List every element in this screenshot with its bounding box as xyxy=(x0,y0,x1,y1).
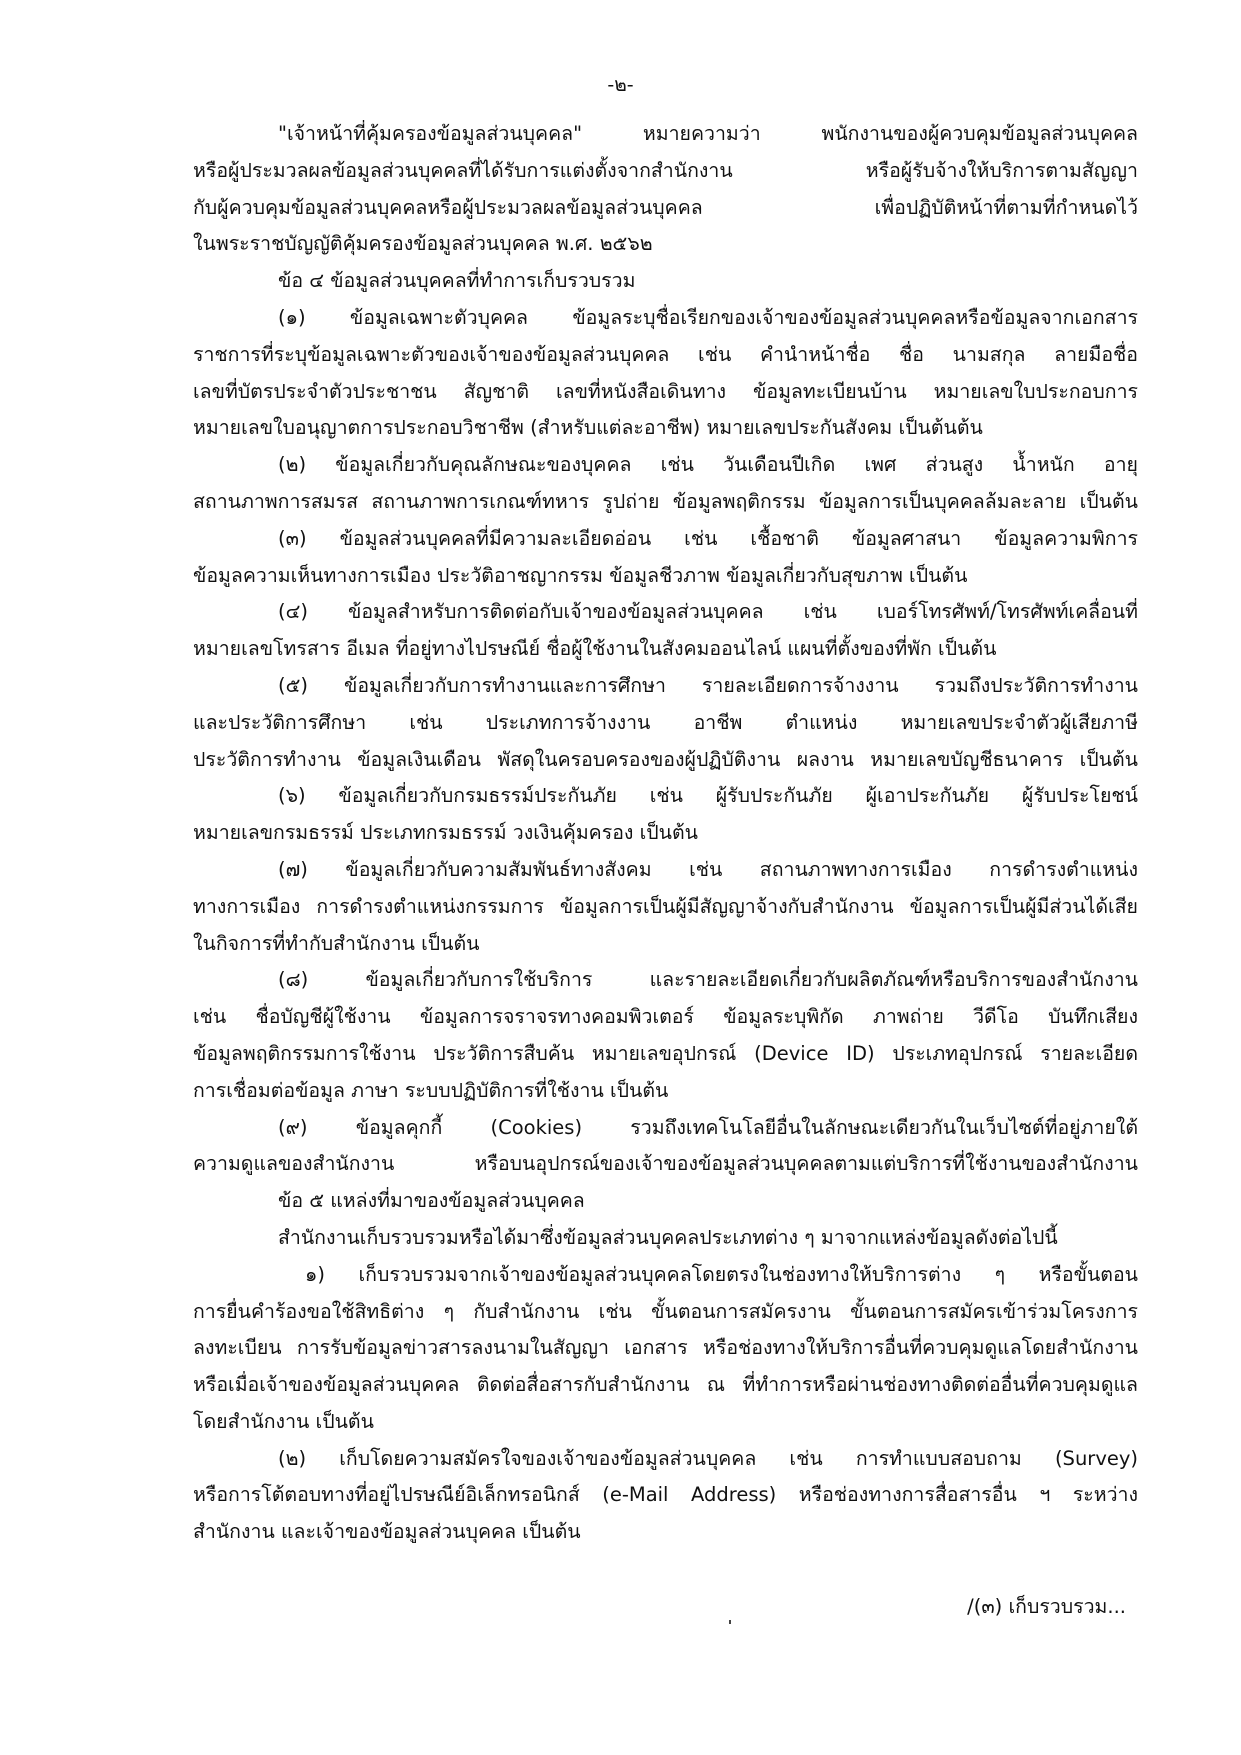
paragraph-line: เช่น ชื่อบัญชีผู้ใช้งาน ข้อมูลการจราจรทางคอมพิวเตอร์ ข้อมูลระบุพิกัด ภาพถ่าย วีดีโอ บันทึกเสียง xyxy=(193,1005,1138,1029)
paragraph-line: (๒) เก็บโดยความสมัครใจของเจ้าของข้อมูลส่วนบุคคล เช่น การทำแบบสอบถาม (Survey) xyxy=(278,1446,1138,1470)
paragraph-line: ข้อมูลความเห็นทางการเมือง ประวัติอาชญากรรม ข้อมูลชีวภาพ ข้อมูลเกี่ยวกับสุขภาพ เป็นต้น xyxy=(193,563,968,587)
paragraph-line: "เจ้าหน้าที่คุ้มครองข้อมูลส่วนบุคคล" หมายความว่า พนักงานของผู้ควบคุมข้อมูลส่วนบุคคล xyxy=(278,122,1138,145)
page-number: -๒- xyxy=(607,74,634,96)
paragraph-line: ความดูแลของสำนักงาน หรือบนอุปกรณ์ของเจ้าของข้อมูลส่วนบุคคลตามแต่บริการที่ใช้งานของสำนักงาน xyxy=(193,1152,1138,1176)
document-body xyxy=(193,116,1138,1551)
paragraph-line: และประวัติการศึกษา เช่น ประเภทการจ้างงาน อาชีพ ตำแหน่ง หมายเลขประจำตัวผู้เสียภาษี xyxy=(193,710,1138,734)
paragraph-line: หรือเมื่อเจ้าของข้อมูลส่วนบุคคล ติดต่อสื่อสารกับสำนักงาน ณ ที่ทำการหรือผ่านช่องทางติดต่ออื่นที่ควบคุมดูแล xyxy=(193,1373,1138,1397)
paragraph-line: ๑) เก็บรวบรวมจากเจ้าของข้อมูลส่วนบุคคลโดยตรงในช่องทางให้บริการต่าง ๆ หรือขั้นตอน xyxy=(305,1262,1138,1286)
paragraph-line: สถานภาพการสมรส สถานภาพการเกณฑ์ทหาร รูปถ่าย ข้อมูลพฤติกรรม ข้อมูลการเป็นบุคคลล้มละลาย เป็นต้น xyxy=(193,489,1138,513)
paragraph-line: สำนักงานเก็บรวบรวมหรือได้มาซึ่งข้อมูลส่วนบุคคลประเภทต่าง ๆ มาจากแหล่งข้อมูลดังต่อไปนี้ xyxy=(278,1225,1058,1249)
paragraph-line: (๔) ข้อมูลสำหรับการติดต่อกับเจ้าของข้อมูลส่วนบุคคล เช่น เบอร์โทรศัพท์/โทรศัพท์เคลื่อนที่ xyxy=(278,600,1138,624)
paragraph-line: การยื่นคำร้องขอใช้สิทธิต่าง ๆ กับสำนักงาน เช่น ขั้นตอนการสมัครงาน ขั้นตอนการสมัครเข้าร่วมโครงการ xyxy=(193,1299,1138,1323)
paragraph-line: หรือการโต้ตอบทางที่อยู่ไปรษณีย์อิเล็กทรอนิกส์ (e-Mail Address) หรือช่องทางการสื่อสารอื่น ฯ ระหว่าง xyxy=(193,1483,1138,1507)
paragraph-line: ข้อมูลพฤติกรรมการใช้งาน ประวัติการสืบค้น หมายเลขอุปกรณ์ (Device ID) ประเภทอุปกรณ์ รายละเอียด xyxy=(193,1041,1138,1065)
paragraph-line: หมายเลขโทรสาร อีเมล ที่อยู่ทางไปรษณีย์ ชื่อผู้ใช้งานในสังคมออนไลน์ แผนที่ตั้งของที่พัก เป็นต้น xyxy=(193,637,997,661)
paragraph-line: (๘) ข้อมูลเกี่ยวกับการใช้บริการ และรายละเอียดเกี่ยวกับผลิตภัณฑ์หรือบริการของสำนักงาน xyxy=(278,968,1138,992)
continuation-footer: /(๓) เก็บรวบรวม... xyxy=(967,1595,1126,1618)
paragraph-line: (๙) ข้อมูลคุกกี้ (Cookies) รวมถึงเทคโนโลยีอื่นในลักษณะเดียวกันในเว็บไซต์ที่อยู่ภายใต้ xyxy=(278,1115,1138,1139)
section-heading: ข้อ ๔ ข้อมูลส่วนบุคคลที่ทำการเก็บรวบรวม xyxy=(278,269,636,293)
paragraph-line: ในกิจการที่ทำกับสำนักงาน เป็นต้น xyxy=(193,931,480,955)
paragraph-line: (๓) ข้อมูลส่วนบุคคลที่มีความละเอียดอ่อน เช่น เชื้อชาติ ข้อมูลศาสนา ข้อมูลความพิการ xyxy=(278,526,1138,550)
scan-speck xyxy=(729,1620,731,1624)
paragraph-line: หมายเลขกรมธรรม์ ประเภทกรมธรรม์ วงเงินคุ้มครอง เป็นต้น xyxy=(193,821,699,845)
paragraph-line: ลงทะเบียน การรับข้อมูลข่าวสารลงนามในสัญญา เอกสาร หรือช่องทางให้บริการอื่นที่ควบคุมดูแลโดยสำนักงาน xyxy=(193,1336,1138,1360)
section-heading: ข้อ ๕ แหล่งที่มาของข้อมูลส่วนบุคคล xyxy=(278,1189,585,1213)
paragraph-line: ประวัติการทำงาน ข้อมูลเงินเดือน พัสดุในครอบครองของผู้ปฏิบัติงาน ผลงาน หมายเลขบัญชีธนาคาร เป็นต้น xyxy=(193,747,1138,771)
paragraph-line: โดยสำนักงาน เป็นต้น xyxy=(193,1409,374,1433)
paragraph-line: (๕) ข้อมูลเกี่ยวกับการทำงานและการศึกษา รายละเอียดการจ้างงาน รวมถึงประวัติการทำงาน xyxy=(278,673,1138,697)
paragraph-line: (๗) ข้อมูลเกี่ยวกับความสัมพันธ์ทางสังคม เช่น สถานภาพทางการเมือง การดำรงตำแหน่ง xyxy=(278,857,1138,881)
paragraph-line: สำนักงาน และเจ้าของข้อมูลส่วนบุคคล เป็นต้น xyxy=(193,1520,581,1544)
paragraph-line: การเชื่อมต่อข้อมูล ภาษา ระบบปฏิบัติการที่ใช้งาน เป็นต้น xyxy=(193,1078,669,1102)
paragraph-line: (๑) ข้อมูลเฉพาะตัวบุคคล ข้อมูลระบุชื่อเรียกของเจ้าของข้อมูลส่วนบุคคลหรือข้อมูลจากเอกสาร xyxy=(278,305,1138,329)
paragraph-line: (๒) ข้อมูลเกี่ยวกับคุณลักษณะของบุคคล เช่น วันเดือนปีเกิด เพศ ส่วนสูง น้ำหนัก อายุ xyxy=(278,453,1138,477)
paragraph-line: ราชการที่ระบุข้อมูลเฉพาะตัวของเจ้าของข้อมูลส่วนบุคคล เช่น คำนำหน้าชื่อ ชื่อ นามสกุล ลายมือชื่อ xyxy=(193,342,1138,366)
paragraph-line: เลขที่บัตรประจำตัวประชาชน สัญชาติ เลขที่หนังสือเดินทาง ข้อมูลทะเบียนบ้าน หมายเลขใบประกอบการ xyxy=(193,379,1138,403)
paragraph-line: ในพระราชบัญญัติคุ้มครองข้อมูลส่วนบุคคล พ.ศ. ๒๕๖๒ xyxy=(193,232,653,256)
paragraph-line: หรือผู้ประมวลผลข้อมูลส่วนบุคคลที่ได้รับการแต่งตั้งจากสำนักงาน หรือผู้รับจ้างให้บริการตามสัญญา xyxy=(193,158,1138,182)
paragraph-line: กับผู้ควบคุมข้อมูลส่วนบุคคลหรือผู้ประมวลผลข้อมูลส่วนบุคคล เพื่อปฏิบัติหน้าที่ตามที่กำหนดไว้ xyxy=(193,195,1138,219)
paragraph-line: ทางการเมือง การดำรงตำแหน่งกรรมการ ข้อมูลการเป็นผู้มีสัญญาจ้างกับสำนักงาน ข้อมูลการเป็นผู้มีส่วนได้เสีย xyxy=(193,894,1138,918)
paragraph-line: (๖) ข้อมูลเกี่ยวกับกรมธรรม์ประกันภัย เช่น ผู้รับประกันภัย ผู้เอาประกันภัย ผู้รับประโยชน์ xyxy=(278,784,1138,808)
paragraph-line: หมายเลขใบอนุญาตการประกอบวิชาชีพ (สำหรับแต่ละอาชีพ) หมายเลขประกันสังคม เป็นต้นต้น xyxy=(193,416,983,440)
